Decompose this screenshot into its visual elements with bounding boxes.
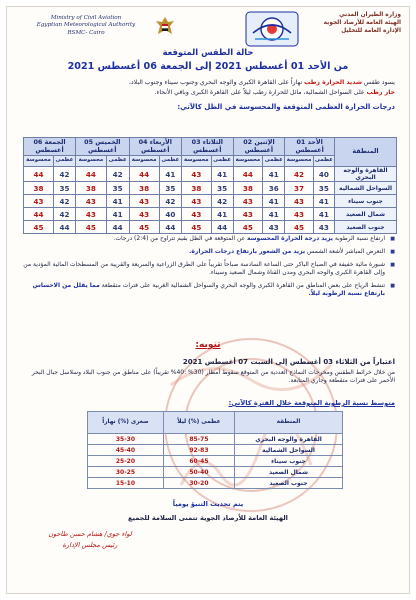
alert-date: اعتباراً من الثلاثاء 03 أغسطس إلى السبت 07 أغسطس 2021 xyxy=(182,358,395,366)
temperature-table xyxy=(23,137,397,234)
egypt-eagle-emblem-icon xyxy=(155,15,175,39)
feels-like-cell: 45 xyxy=(285,221,314,234)
authority-name-arabic: وزارة الطيران المدني الهيئة العامة للأرصاد الجوية الإدارة العامة للتحليل xyxy=(323,12,401,34)
table-row xyxy=(88,445,343,456)
humidity-heading: متوسط نسبة الرطوبة المتوقعة خلال الفترة كالآتي: xyxy=(228,399,395,407)
feels-like-cell: 43 xyxy=(285,195,314,208)
feels-like-cell: 44 xyxy=(129,167,159,182)
table-row xyxy=(24,208,397,221)
table-row xyxy=(24,182,397,195)
feels-like-cell: 45 xyxy=(76,221,107,234)
feels-like-cell: 44 xyxy=(24,208,54,221)
humidity-min-header: صغرى (%) نهاراً xyxy=(88,412,164,434)
max-temp-cell: 42 xyxy=(159,195,181,208)
max-temp-cell: 44 xyxy=(53,221,75,234)
feels-like-cell: 45 xyxy=(24,221,54,234)
feels-like-cell: 43 xyxy=(76,195,107,208)
feels-like-cell: 42 xyxy=(285,167,314,182)
feels-like-header: محسوسة xyxy=(24,156,54,167)
temps-heading: درجات الحرارة العظمى المتوقعة والمحسوسة في الظل كالآتي: xyxy=(177,103,395,111)
day-header: الجمعة 06 أغسطس xyxy=(24,138,76,156)
feels-like-cell: 38 xyxy=(233,182,263,195)
signatory-title: رئيس مجلس الإدارة xyxy=(62,541,118,549)
max-temp-cell: 41 xyxy=(263,167,285,182)
feels-like-header: محسوسة xyxy=(233,156,263,167)
feels-like-cell: 43 xyxy=(129,208,159,221)
region-cell: شمال الصعيد xyxy=(335,208,397,221)
day-header: الأربعاء 04 أغسطس xyxy=(129,138,181,156)
feels-like-cell: 38 xyxy=(76,182,107,195)
humidity-min-cell: 30-25 xyxy=(88,467,164,478)
max-temp-cell: 41 xyxy=(263,195,285,208)
max-temp-cell: 35 xyxy=(211,182,233,195)
max-temp-cell: 41 xyxy=(313,195,334,208)
table-row xyxy=(88,434,343,445)
feels-like-cell: 43 xyxy=(129,195,159,208)
feels-like-cell: 43 xyxy=(285,208,314,221)
max-temp-header: عظمى xyxy=(106,156,129,167)
max-temp-header: عظمى xyxy=(53,156,75,167)
alert-text: من خلال خرائط الطقس ومخرجات النماذج العددية من المتوقع سقوط أمطار (30% :40% تقريباً) على مناطق من جنوب البلاد وسلاسل جبال البحر الأحمر على فترات متقطعة وجاري المتابعة. xyxy=(31,369,395,385)
humidity-region-cell: القاهرة والوجه البحري xyxy=(234,434,342,445)
feels-like-cell: 43 xyxy=(24,195,54,208)
table-row xyxy=(88,478,343,489)
humidity-region-cell: شمال الصعيد xyxy=(234,467,342,478)
closing-message: الهيئة العامة للأرصاد الجوية تتمنى السلامة للجميع xyxy=(128,514,288,522)
feels-like-cell: 43 xyxy=(233,195,263,208)
table-row xyxy=(88,467,343,478)
max-temp-cell: 44 xyxy=(211,221,233,234)
table-row xyxy=(24,221,397,234)
max-temp-cell: 41 xyxy=(106,208,129,221)
max-temp-cell: 40 xyxy=(313,167,334,182)
table-row xyxy=(88,456,343,467)
region-cell: جنوب سيناء xyxy=(335,195,397,208)
feels-like-cell: 38 xyxy=(182,182,212,195)
feels-like-cell: 37 xyxy=(285,182,314,195)
humidity-region-header: المنطقة xyxy=(234,412,342,434)
max-temp-cell: 41 xyxy=(211,208,233,221)
feels-like-cell: 43 xyxy=(76,208,107,221)
region-cell: القاهرة والوجه البحري xyxy=(335,167,397,182)
feels-like-cell: 43 xyxy=(182,195,212,208)
signature-block xyxy=(35,529,145,551)
humidity-max-cell: 92-83 xyxy=(163,445,234,456)
max-temp-header: عظمى xyxy=(263,156,285,167)
max-temp-cell: 44 xyxy=(159,221,181,234)
feels-like-cell: 44 xyxy=(24,167,54,182)
max-temp-cell: 35 xyxy=(313,182,334,195)
humidity-region-cell: جنوب الصعيد xyxy=(234,478,342,489)
max-temp-cell: 35 xyxy=(159,182,181,195)
feels-like-cell: 44 xyxy=(233,167,263,182)
feels-like-header: محسوسة xyxy=(129,156,159,167)
day-header: الخميس 05 أغسطس xyxy=(76,138,130,156)
max-temp-cell: 42 xyxy=(53,167,75,182)
max-temp-cell: 44 xyxy=(106,221,129,234)
max-temp-cell: 41 xyxy=(159,167,181,182)
alert-title: تنويه: xyxy=(195,340,221,350)
feels-like-header: محسوسة xyxy=(76,156,107,167)
feels-like-cell: 44 xyxy=(76,167,107,182)
note-item: ■ شبورة مائية خفيفة في الصباح الباكر حتى الساعة السادسة صباحاً تقريباً على الطرق الزراعية والسريعة والقريبة من المسطحات المائية المؤدية من وإلى القاهرة الكبرى والوجه البحري ومدن القناة وشمال الصعيد وسيناء. xyxy=(17,261,395,277)
feels-like-cell: 45 xyxy=(233,221,263,234)
update-note: يتم تحديث التنبؤ يومياً xyxy=(172,500,244,508)
humidity-min-cell: 25-20 xyxy=(88,456,164,467)
humidity-region-cell: جنوب سيناء xyxy=(234,456,342,467)
max-temp-cell: 42 xyxy=(53,208,75,221)
ema-logo-icon xyxy=(245,11,299,47)
max-temp-cell: 42 xyxy=(53,195,75,208)
feels-like-cell: 38 xyxy=(129,182,159,195)
max-temp-cell: 41 xyxy=(313,208,334,221)
authority-name-english: Ministry of Civil Aviation Egyptian Meteorological Authority RSMC- Cairo xyxy=(36,15,136,36)
notes-list xyxy=(17,235,395,303)
day-header: الثلاثاء 03 أغسطس xyxy=(182,138,234,156)
max-temp-cell: 42 xyxy=(106,167,129,182)
table-row xyxy=(24,195,397,208)
humidity-min-cell: 15-10 xyxy=(88,478,164,489)
feels-like-cell: 45 xyxy=(129,221,159,234)
bulletin-period: من الأحد 01 أغسطس 2021 إلى الجمعة 06 أغسطس 2021 xyxy=(67,61,349,72)
max-temp-cell: 41 xyxy=(211,167,233,182)
humidity-min-cell: 35-30 xyxy=(88,434,164,445)
region-cell: السواحل الشمالية xyxy=(335,182,397,195)
feels-like-header: محسوسة xyxy=(182,156,212,167)
feels-like-cell: 43 xyxy=(182,208,212,221)
note-item: ■ ارتفاع نسبة الرطوبة يزيد درجة الحرارة المحسوسة عن المتوقعة في الظل بقيم تتراوح من (2:4) درجات. xyxy=(17,235,395,243)
humidity-max-cell: 30-20 xyxy=(163,478,234,489)
feels-like-cell: 45 xyxy=(182,221,212,234)
region-header: المنطقة xyxy=(335,138,397,167)
max-temp-cell: 36 xyxy=(263,182,285,195)
max-temp-header: عظمى xyxy=(211,156,233,167)
humidity-table xyxy=(87,411,343,489)
humidity-max-header: عظمى (%) ليلاً xyxy=(163,412,234,434)
feels-like-cell: 43 xyxy=(182,167,212,182)
summary-line-1: يسود طقس شديد الحرارة رطب نهاراً على القاهرة الكبرى والوجه البحري وجنوب سيناء وجنوب البلاد، xyxy=(128,79,395,86)
signatory-name: لواء جوي/ هشام حسن طاحون xyxy=(48,530,132,538)
humidity-max-cell: 60-45 xyxy=(163,456,234,467)
note-item: ■ تنشط الرياح على بعض المناطق من القاهرة الكبرى والوجه البحري والسواحل الشمالية الغربية على فترات متقطعة مما يقلل من الاحساس بارتفاع نسبة الرطوبة ليلاً. xyxy=(17,282,395,298)
max-temp-cell: 41 xyxy=(106,195,129,208)
note-item: ■ التعرض المباشر لأشعة الشمس يزيد من الشعور بارتفاع درجات الحرارة. xyxy=(17,248,395,256)
summary-line-2: حار رطب على السواحل الشمالية، مائل للحرارة رطب ليلاً على القاهرة الكبرى وباقي الأنحاء. xyxy=(154,89,395,96)
humidity-min-cell: 45-40 xyxy=(88,445,164,456)
day-header: الإثنين 02 أغسطس xyxy=(233,138,285,156)
max-temp-cell: 35 xyxy=(53,182,75,195)
feels-like-header: محسوسة xyxy=(285,156,314,167)
day-header: الأحد 01 أغسطس xyxy=(285,138,335,156)
table-row xyxy=(24,167,397,182)
bulletin-title: حالة الطقس المتوقعة xyxy=(162,47,254,57)
max-temp-header: عظمى xyxy=(159,156,181,167)
max-temp-cell: 35 xyxy=(106,182,129,195)
forecast-bulletin xyxy=(6,6,410,594)
feels-like-cell: 43 xyxy=(233,208,263,221)
max-temp-header: عظمى xyxy=(313,156,334,167)
humidity-max-cell: 85-75 xyxy=(163,434,234,445)
max-temp-cell: 41 xyxy=(263,208,285,221)
max-temp-cell: 42 xyxy=(211,195,233,208)
humidity-region-cell: السواحل الشمالية xyxy=(234,445,342,456)
max-temp-cell: 43 xyxy=(263,221,285,234)
feels-like-cell: 38 xyxy=(24,182,54,195)
humidity-max-cell: 50-40 xyxy=(163,467,234,478)
max-temp-cell: 43 xyxy=(313,221,334,234)
region-cell: جنوب الصعيد xyxy=(335,221,397,234)
max-temp-cell: 40 xyxy=(159,208,181,221)
bulletin-header xyxy=(7,7,409,67)
